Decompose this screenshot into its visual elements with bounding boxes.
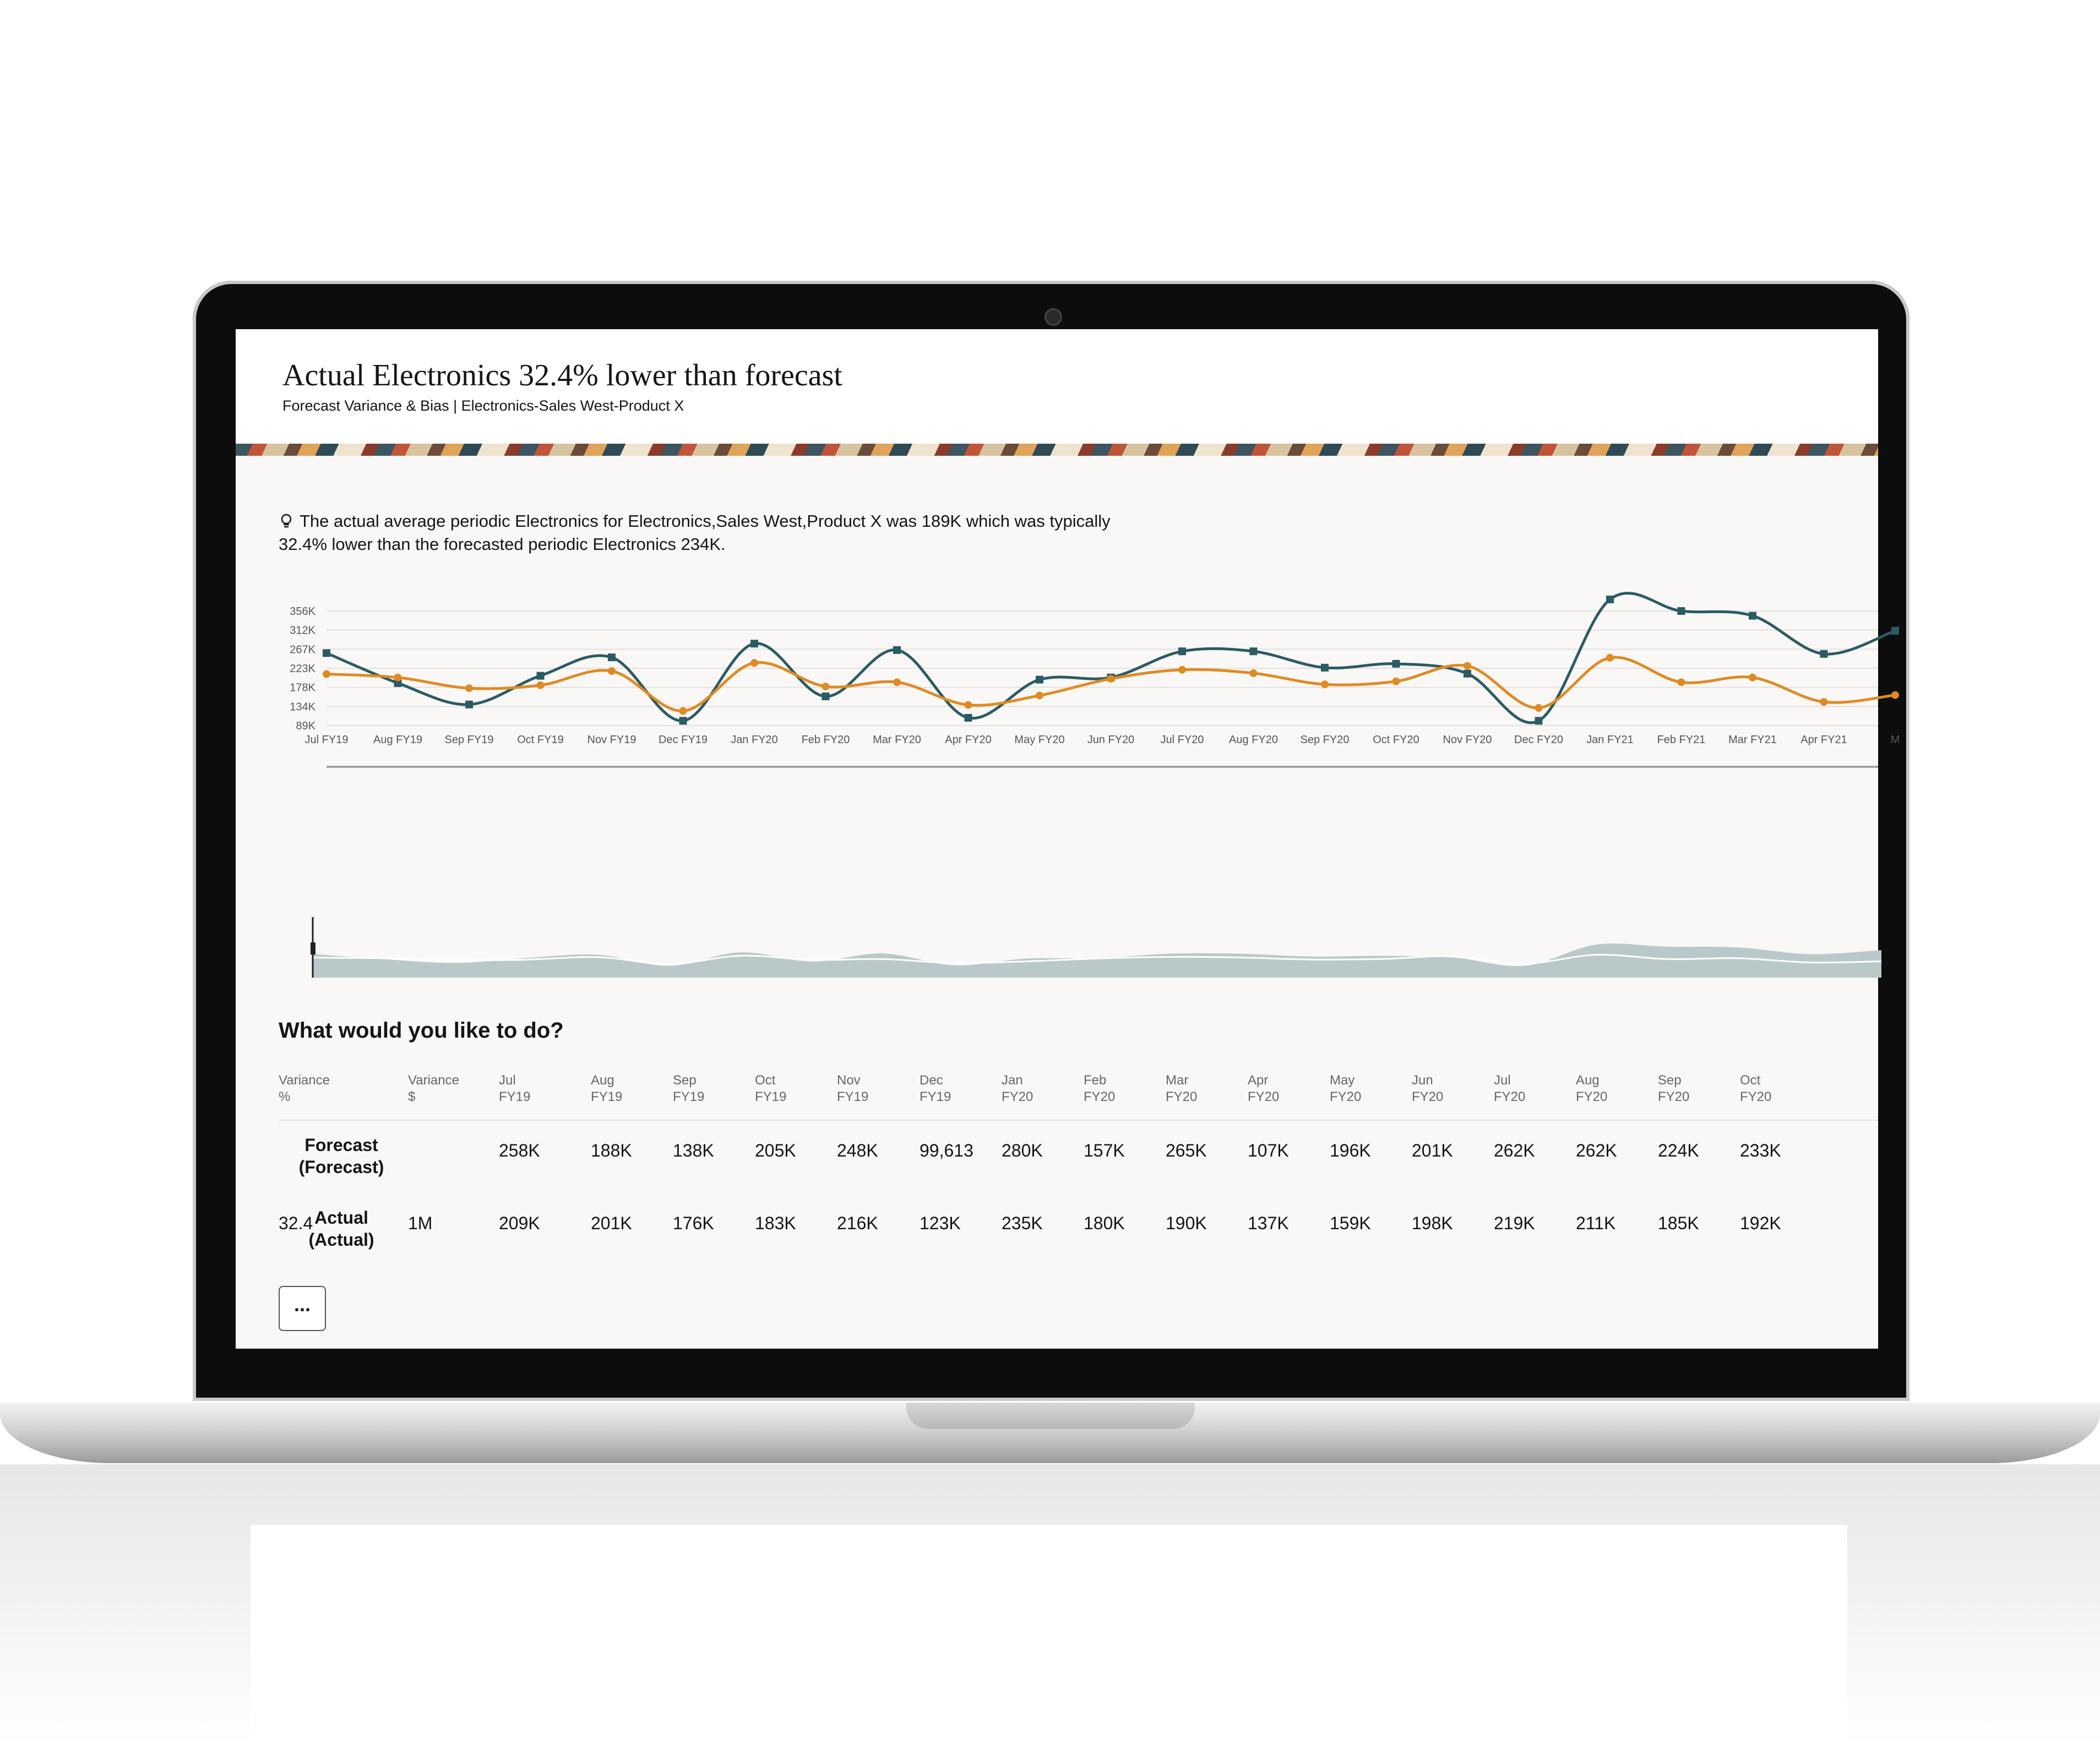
actual-point[interactable] xyxy=(1178,666,1186,674)
column-header: Feb FY20 xyxy=(1084,1073,1116,1104)
forecast-point[interactable] xyxy=(1392,660,1400,668)
actual-point[interactable] xyxy=(1678,678,1685,686)
column-header: Dec FY19 xyxy=(920,1073,951,1104)
table-cell: 235K xyxy=(1002,1213,1043,1233)
forecast-point[interactable] xyxy=(1606,596,1614,603)
actual-series-line xyxy=(327,657,1895,711)
insight-text: The actual average periodic Electronics for Electronics,Sales West,Product X was 189K which was typically 32.4% lower than the forecasted periodic Electronics 234K. xyxy=(279,511,1111,554)
actual-point[interactable] xyxy=(537,681,545,689)
x-tick-label: Apr FY21 xyxy=(1800,734,1847,746)
table-cell: 224K xyxy=(1658,1141,1699,1160)
table-cell: 201K xyxy=(1412,1141,1453,1160)
y-tick-label: 267K xyxy=(290,644,315,656)
column-header: Aug FY20 xyxy=(1576,1073,1608,1104)
forecast-actual-line-chart[interactable] xyxy=(236,582,1900,913)
column-header: Aug FY19 xyxy=(591,1073,623,1104)
x-tick-label: Dec FY20 xyxy=(1514,734,1563,746)
x-tick-label: Nov FY19 xyxy=(587,734,636,746)
forecast-point[interactable] xyxy=(1321,664,1329,672)
page-header xyxy=(236,329,1878,444)
x-tick-label: Mar FY20 xyxy=(873,734,921,746)
actual-point[interactable] xyxy=(893,678,901,686)
column-header: Oct FY19 xyxy=(755,1073,787,1104)
table-cell: 265K xyxy=(1166,1141,1207,1160)
forecast-point[interactable] xyxy=(537,672,545,680)
app-screen xyxy=(236,329,1900,1349)
forecast-point[interactable] xyxy=(1464,670,1471,678)
table-cell: 211K xyxy=(1576,1213,1616,1233)
column-header: Nov FY19 xyxy=(837,1073,869,1104)
x-tick-label: Apr FY20 xyxy=(945,734,992,746)
table-cell: 137K xyxy=(1248,1213,1289,1233)
table-cell: 107K xyxy=(1248,1141,1289,1160)
table-cell: 216K xyxy=(837,1213,878,1233)
forecast-point[interactable] xyxy=(1820,650,1828,658)
table-cell: 201K xyxy=(591,1213,632,1233)
lightbulb-icon xyxy=(279,513,294,528)
x-tick-label: Jul FY19 xyxy=(304,734,349,746)
x-tick-label: May FY20 xyxy=(1014,734,1065,746)
forecast-point[interactable] xyxy=(893,646,901,654)
forecast-point[interactable] xyxy=(1749,612,1756,620)
table-cell: 1M xyxy=(408,1213,433,1233)
table-cell: 123K xyxy=(920,1213,961,1233)
more-actions-button[interactable]: ... xyxy=(279,1286,326,1331)
column-header: Jul FY20 xyxy=(1494,1073,1526,1104)
column-header: Variance $ xyxy=(408,1073,459,1104)
column-header: May FY20 xyxy=(1330,1073,1362,1104)
actual-point[interactable] xyxy=(1535,704,1543,712)
table-cell: 198K xyxy=(1412,1213,1453,1233)
forecast-point[interactable] xyxy=(323,649,330,657)
forecast-point[interactable] xyxy=(1178,647,1186,655)
forecast-series-line xyxy=(327,593,1895,723)
x-tick-label: Jun FY20 xyxy=(1087,734,1135,746)
actual-point[interactable] xyxy=(1321,680,1329,688)
table-cell: 258K xyxy=(499,1141,540,1160)
actual-point[interactable] xyxy=(679,707,687,715)
column-header: Apr FY20 xyxy=(1248,1073,1280,1104)
actual-point[interactable] xyxy=(1107,675,1115,683)
table-cell: 262K xyxy=(1576,1141,1617,1160)
table-cell: 262K xyxy=(1494,1141,1535,1160)
actual-point[interactable] xyxy=(1820,698,1828,706)
table-cell: 205K xyxy=(755,1141,796,1160)
x-tick-label: Nov FY20 xyxy=(1443,734,1492,746)
x-tick-label: Feb FY20 xyxy=(801,734,850,746)
table-cell: 280K xyxy=(1002,1141,1043,1160)
column-header: Jul FY19 xyxy=(499,1073,531,1104)
table-cell: 176K xyxy=(673,1213,714,1233)
actual-point[interactable] xyxy=(1250,669,1258,677)
table-cell: 157K xyxy=(1084,1141,1125,1160)
x-tick-label: Oct FY19 xyxy=(517,734,564,746)
y-tick-label: 356K xyxy=(290,606,315,618)
column-header: Jun FY20 xyxy=(1412,1073,1444,1104)
page-title: Actual Electronics 32.4% lower than forecast xyxy=(282,358,842,392)
table-cell: 248K xyxy=(837,1141,878,1160)
forecast-point[interactable] xyxy=(1678,607,1685,615)
table-cell: 196K xyxy=(1330,1141,1371,1160)
column-header: Variance % xyxy=(279,1073,330,1104)
table-cell: 219K xyxy=(1494,1213,1535,1233)
forecast-point[interactable] xyxy=(465,701,473,708)
actual-point[interactable] xyxy=(394,674,402,681)
x-tick-label: Oct FY20 xyxy=(1373,734,1419,746)
row-label: Actual (Actual) xyxy=(308,1208,374,1250)
reflection-mask xyxy=(251,1525,1847,1745)
column-header: Mar FY20 xyxy=(1166,1073,1198,1104)
y-tick-label: 134K xyxy=(290,701,315,713)
table-cell: 188K xyxy=(591,1141,632,1160)
actual-point[interactable] xyxy=(1749,674,1756,681)
y-tick-label: 312K xyxy=(290,624,315,637)
table-cell: 183K xyxy=(755,1213,796,1233)
table-cell: 209K xyxy=(499,1213,540,1233)
row-label: Forecast (Forecast) xyxy=(298,1135,384,1177)
table-cell: 138K xyxy=(673,1141,714,1160)
x-tick-label: Mar FY21 xyxy=(1728,734,1777,746)
insight-text-block xyxy=(279,510,1160,556)
column-header: Oct FY20 xyxy=(1740,1073,1772,1104)
x-tick-label: Jan FY21 xyxy=(1586,734,1634,746)
forecast-point[interactable] xyxy=(750,640,758,647)
actual-point[interactable] xyxy=(465,684,473,692)
y-tick-label: 178K xyxy=(290,681,315,694)
x-tick-label: M xyxy=(1890,734,1900,746)
table-cell: 32.4 xyxy=(279,1213,313,1233)
x-tick-label: Sep FY19 xyxy=(444,734,494,746)
column-header: Jan FY20 xyxy=(1002,1073,1033,1104)
x-tick-label: Jan FY20 xyxy=(731,734,778,746)
table-cell: 185K xyxy=(1658,1213,1699,1233)
camera-icon xyxy=(1044,308,1062,326)
x-tick-label: Aug FY20 xyxy=(1229,734,1278,746)
actual-point[interactable] xyxy=(822,683,830,690)
x-tick-label: Sep FY20 xyxy=(1300,734,1350,746)
forecast-point[interactable] xyxy=(1535,717,1543,724)
forecast-point[interactable] xyxy=(1250,647,1258,655)
y-tick-label: 89K xyxy=(296,720,315,732)
actual-point[interactable] xyxy=(750,659,758,667)
table-divider xyxy=(279,1120,1878,1121)
column-header: Sep FY20 xyxy=(1658,1073,1690,1104)
table-cell: 233K xyxy=(1740,1141,1781,1160)
forecast-point[interactable] xyxy=(1891,627,1899,635)
x-tick-label: Feb FY21 xyxy=(1657,734,1706,746)
laptop-notch xyxy=(906,1403,1195,1429)
forecast-point[interactable] xyxy=(822,692,830,700)
x-tick-label: Aug FY19 xyxy=(373,734,422,746)
column-header: Sep FY19 xyxy=(673,1073,705,1104)
actual-point[interactable] xyxy=(1036,691,1043,699)
forecast-point[interactable] xyxy=(679,717,687,724)
chart-overview-slider[interactable] xyxy=(236,914,1878,985)
table-cell: 192K xyxy=(1740,1213,1781,1233)
actual-point[interactable] xyxy=(1606,654,1614,662)
forecast-point[interactable] xyxy=(608,653,616,661)
table-cell: 159K xyxy=(1330,1213,1371,1233)
actual-point[interactable] xyxy=(1392,678,1400,685)
x-tick-label: Jul FY20 xyxy=(1160,734,1204,746)
actual-point[interactable] xyxy=(608,667,616,675)
actions-heading: What would you like to do? xyxy=(279,1018,564,1043)
forecast-point[interactable] xyxy=(965,714,972,722)
actual-point[interactable] xyxy=(1464,662,1471,670)
table-cell: 180K xyxy=(1084,1213,1125,1233)
y-tick-label: 223K xyxy=(290,663,315,675)
forecast-point[interactable] xyxy=(1036,676,1043,684)
table-cell: 190K xyxy=(1166,1213,1207,1233)
decorative-band xyxy=(236,444,1878,456)
overview-area xyxy=(313,944,1881,978)
table-cell: 99,613 xyxy=(920,1141,973,1160)
x-tick-label: Dec FY19 xyxy=(659,734,708,746)
overview-handle-grip[interactable] xyxy=(311,942,315,955)
actual-point[interactable] xyxy=(323,670,330,678)
actual-point[interactable] xyxy=(1891,691,1899,699)
page-subtitle: Forecast Variance & Bias | Electronics-Sales West-Product X xyxy=(282,397,684,414)
actual-point[interactable] xyxy=(965,701,972,709)
